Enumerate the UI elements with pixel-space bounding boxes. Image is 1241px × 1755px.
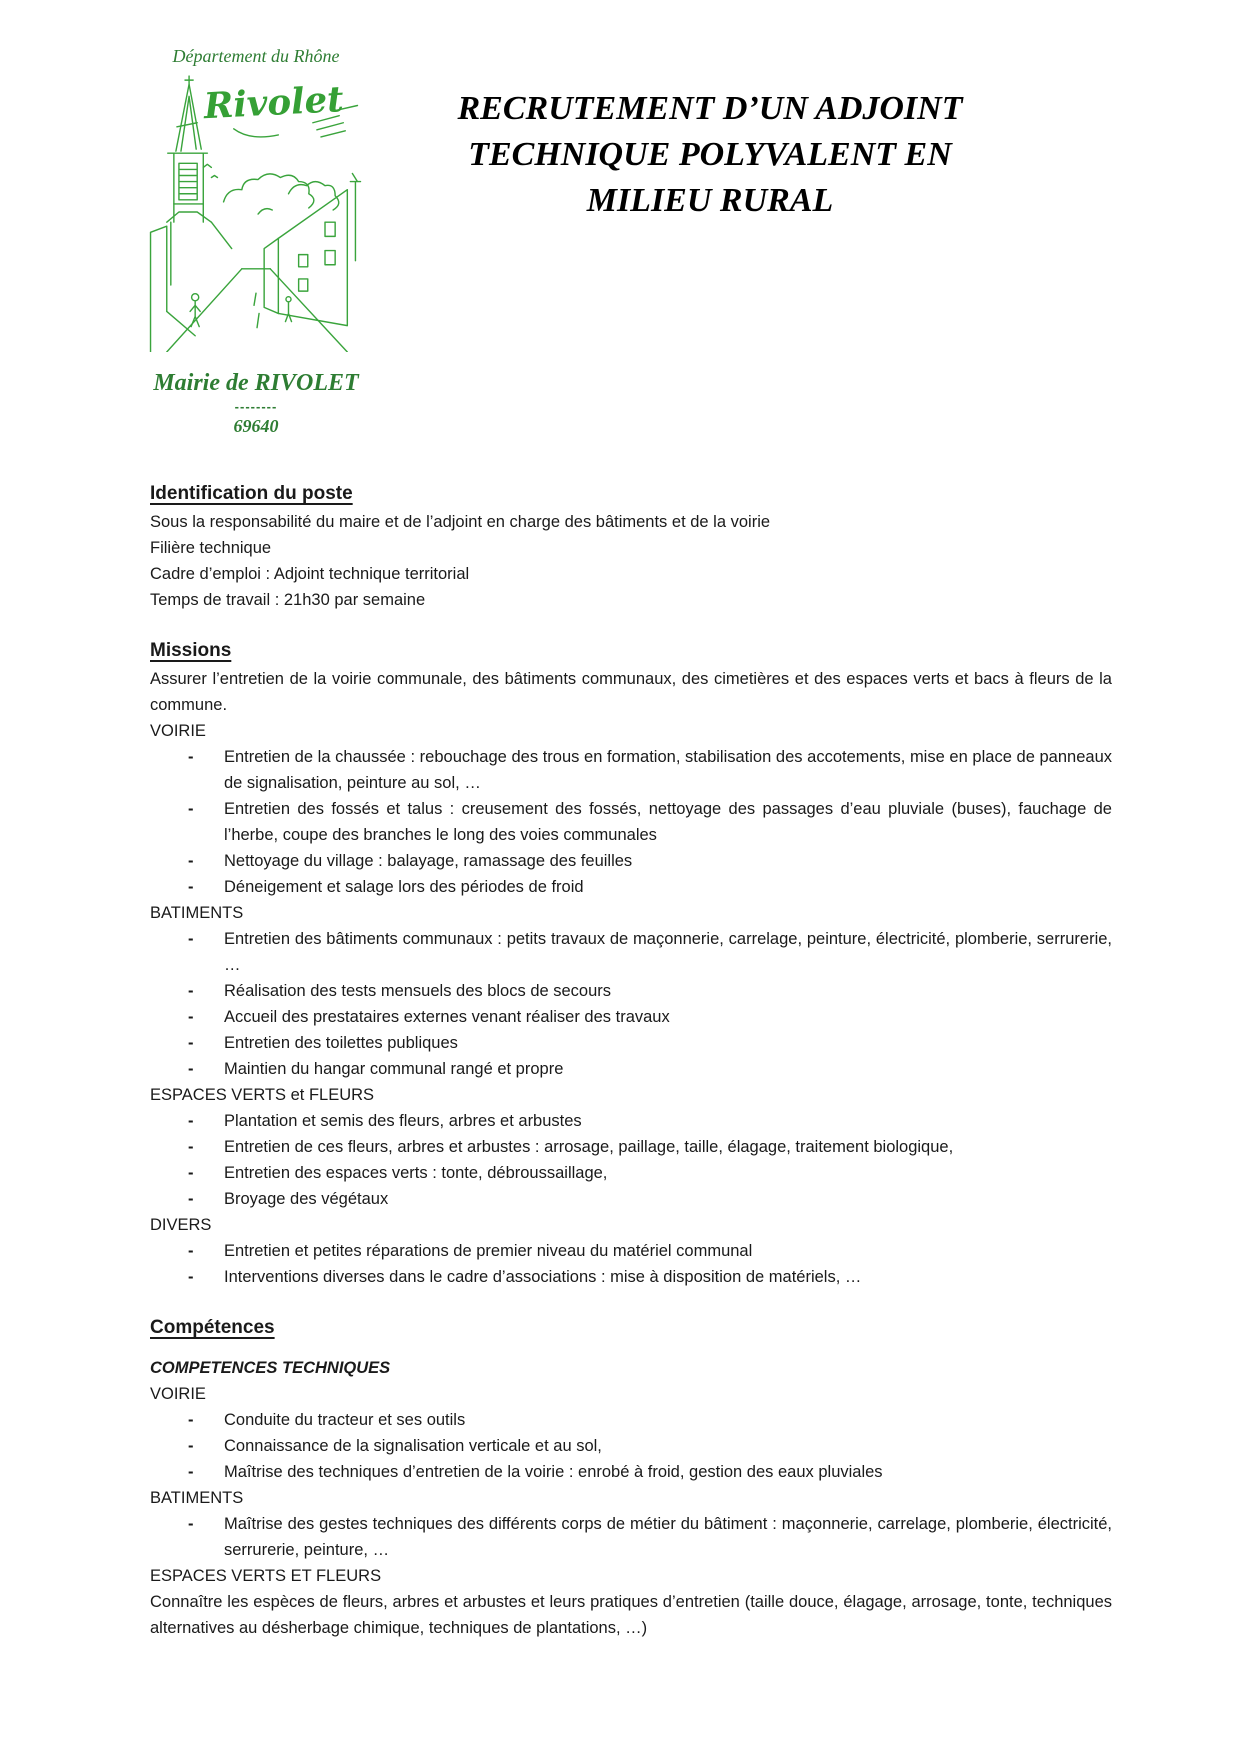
list-item	[188, 1056, 1112, 1082]
bullet-text: Réalisation des tests mensuels des blocs de secours	[224, 982, 612, 1000]
list-item	[188, 1238, 1112, 1264]
left-building-sketch	[151, 226, 196, 352]
section-heading-identification: Identification du poste	[150, 483, 353, 504]
bullet-dash	[188, 1407, 224, 1433]
bullet-dash	[188, 874, 224, 900]
bullet-dash	[188, 1264, 224, 1290]
bullet-dash	[188, 1134, 224, 1160]
missions-intro: Assurer l’entretien de la voirie communale, des bâtiments communaux, des cimetières et des espaces verts et bacs à fleurs de la commune.	[150, 670, 1112, 714]
bullet-text: Maîtrise des gestes techniques des différents corps de métier du bâtiment : maçonnerie, carrelage, plomberie, électricité, serrurerie, peinture, …	[224, 1515, 1112, 1559]
list-item	[188, 1186, 1112, 1212]
group-label-batiments: BATIMENTS	[150, 904, 244, 922]
bullet-text: Entretien des fossés et talus : creusement des fossés, nettoyage des passages d’eau pluviale (buses), fauchage de l’herbe, coupe des branches le long des voies communales	[224, 800, 1112, 844]
bullet-dash	[188, 1186, 224, 1212]
bullet-dash	[188, 926, 224, 978]
bullet-dash	[188, 1459, 224, 1485]
bullet-text: Entretien de ces fleurs, arbres et arbustes : arrosage, paillage, taille, élagage, traitement biologique,	[224, 1138, 954, 1156]
document-body	[150, 480, 1112, 1641]
identification-line: Temps de travail : 21h30 par semaine	[150, 591, 426, 609]
birds-icon	[203, 164, 217, 177]
title-line-2: TECHNIQUE POLYVALENT EN	[468, 136, 952, 173]
bullet-dash	[188, 744, 224, 796]
bullet-dash	[188, 796, 224, 848]
section-heading-competences: Compétences	[150, 1317, 275, 1338]
bullet-text: Déneigement et salage lors des périodes de froid	[224, 878, 584, 896]
list-item	[188, 926, 1112, 978]
list-item	[188, 978, 1112, 1004]
list-item	[188, 874, 1112, 900]
list-item	[188, 1511, 1112, 1563]
list-item	[188, 1459, 1112, 1485]
bullet-dash	[188, 1433, 224, 1459]
bullet-text: Entretien des espaces verts : tonte, débroussaillage,	[224, 1164, 608, 1182]
street-sketch	[167, 269, 348, 352]
mairie-label: Mairie de RIVOLET	[153, 370, 359, 396]
bullet-text: Entretien et petites réparations de premier niveau du matériel communal	[224, 1242, 753, 1260]
right-buildings-sketch	[264, 190, 347, 326]
identification-line: Cadre d’emploi : Adjoint technique territorial	[150, 565, 470, 583]
title-line-3: MILIEU RURAL	[586, 182, 834, 219]
comp-label-voirie: VOIRIE	[150, 1385, 206, 1403]
competences-espaces-paragraph: Connaître les espèces de fleurs, arbres et arbustes et leurs pratiques d’entretien (taille douce, élagage, arrosage, tonte, techniques alternatives au désherbage chimique, techniques de plantations, …)	[150, 1593, 1112, 1637]
group-label-espaces-verts: ESPACES VERTS et FLEURS	[150, 1086, 375, 1104]
department-label: Département du Rhône	[172, 46, 340, 66]
bullet-text: Maintien du hangar communal rangé et propre	[224, 1060, 564, 1078]
identification-line: Filière technique	[150, 539, 272, 557]
list-item	[188, 1030, 1112, 1056]
bullet-dash	[188, 1030, 224, 1056]
bullet-text: Broyage des végétaux	[224, 1190, 389, 1208]
bullet-dash	[188, 1511, 224, 1563]
bullet-text: Maîtrise des techniques d’entretien de la voirie : enrobé à froid, gestion des eaux pluviales	[224, 1463, 883, 1481]
rivolet-script: Rivolet	[202, 79, 345, 128]
bullet-text: Nettoyage du village : balayage, ramassage des feuilles	[224, 852, 633, 870]
title-line-1: RECRUTEMENT D’UN ADJOINT	[457, 90, 963, 127]
list-item	[188, 1134, 1112, 1160]
document-title	[420, 86, 1000, 224]
section-heading-missions: Missions	[150, 640, 232, 661]
list-item	[188, 1108, 1112, 1134]
bullet-text: Entretien de la chaussée : rebouchage des trous en formation, stabilisation des accotements, mise en place de panneaux de signalisation, peinture au sol, …	[224, 748, 1112, 792]
group-label-voirie: VOIRIE	[150, 722, 206, 740]
bullet-text: Connaissance de la signalisation verticale et au sol,	[224, 1437, 602, 1455]
bullet-text: Accueil des prestataires externes venant réaliser des travaux	[224, 1008, 670, 1026]
bullet-text: Plantation et semis des fleurs, arbres et arbustes	[224, 1112, 582, 1130]
list-item	[188, 1407, 1112, 1433]
bullet-dash	[188, 978, 224, 1004]
village-sketch	[136, 70, 372, 352]
comp-label-espaces-verts: ESPACES VERTS ET FLEURS	[150, 1567, 382, 1585]
bullet-dash	[188, 1238, 224, 1264]
bullet-dash	[188, 1160, 224, 1186]
section-competences	[150, 1314, 1112, 1641]
bullet-text: Entretien des bâtiments communaux : petits travaux de maçonnerie, carrelage, peinture, électricité, plomberie, serrurerie, …	[224, 930, 1112, 974]
bullet-text: Conduite du tracteur et ses outils	[224, 1411, 466, 1429]
postal-code: 69640	[233, 416, 279, 436]
list-item	[188, 744, 1112, 796]
list-item	[188, 1433, 1112, 1459]
bullet-dash	[188, 848, 224, 874]
list-item	[188, 1264, 1112, 1290]
competences-subheading: COMPETENCES TECHNIQUES	[150, 1359, 391, 1377]
bullet-dash	[188, 1056, 224, 1082]
bullet-dash	[188, 1108, 224, 1134]
list-item	[188, 796, 1112, 848]
section-missions	[150, 637, 1112, 1290]
bullet-text: Entretien des toilettes publiques	[224, 1034, 458, 1052]
bullet-text: Interventions diverses dans le cadre d’associations : mise à disposition de matériels, …	[224, 1268, 862, 1286]
group-label-divers: DIVERS	[150, 1216, 212, 1234]
comp-label-batiments: BATIMENTS	[150, 1489, 244, 1507]
list-item	[188, 1004, 1112, 1030]
separator-dashes: --------	[234, 399, 278, 414]
list-item	[188, 1160, 1112, 1186]
section-identification	[150, 480, 1112, 613]
identification-line: Sous la responsabilité du maire et de l’adjoint en charge des bâtiments et de la voirie	[150, 513, 771, 531]
bullet-dash	[188, 1004, 224, 1030]
lamp-post-icon	[350, 173, 360, 260]
list-item	[188, 848, 1112, 874]
